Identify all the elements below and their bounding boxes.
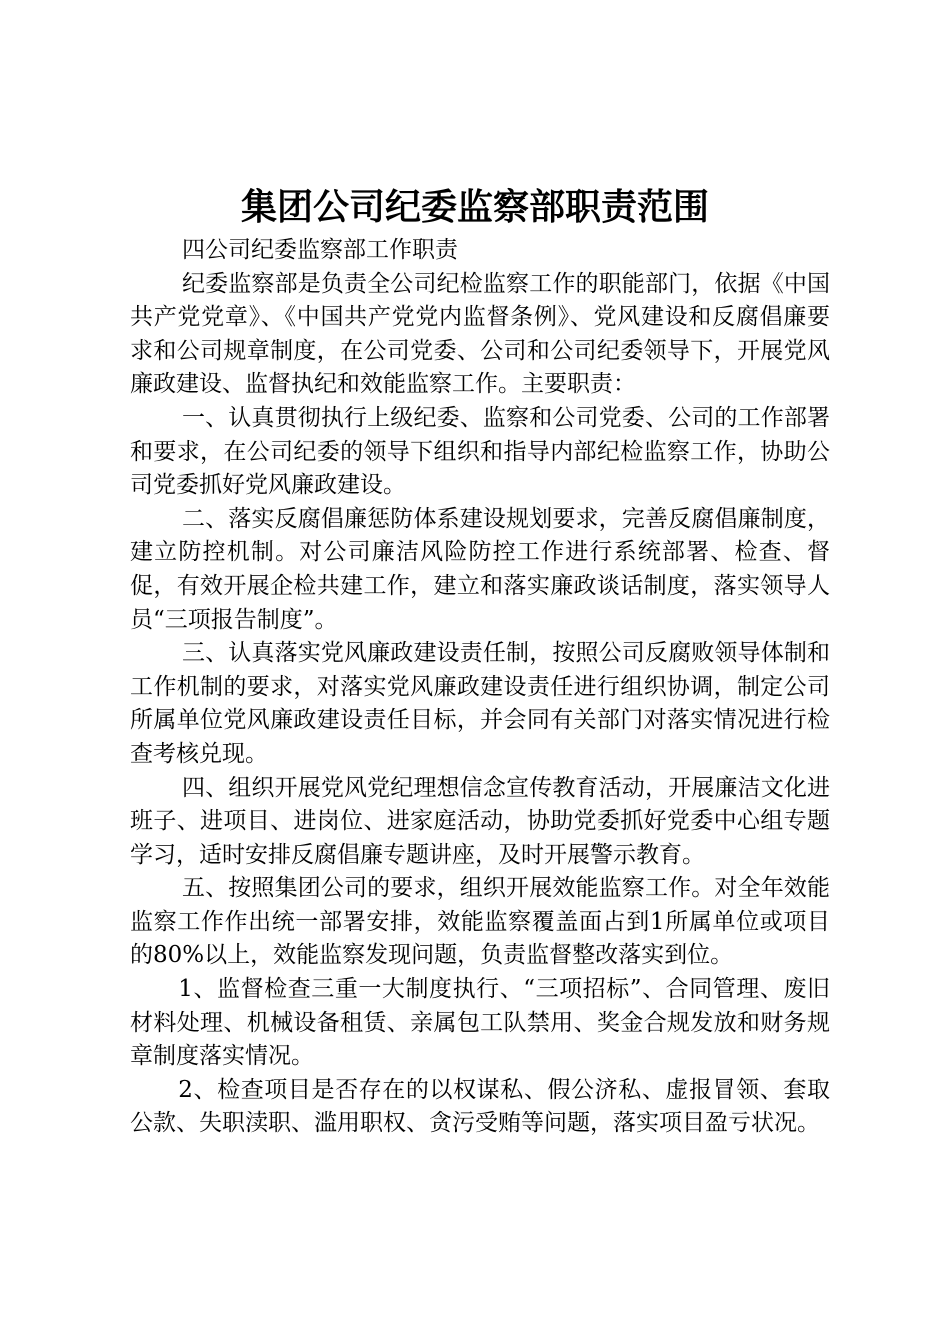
duty-paragraph-3: 三、认真落实党风廉政建设责任制，按照公司反腐败领导体制和工作机制的要求，对落实党风廉政建设责任进行组织协调，制定公司所属单位党风廉政建设责任目标，并会同有关部门对落实情况进行检查考核兑现。	[130, 640, 830, 767]
document-title: 集团公司纪委监察部职责范围	[240, 187, 709, 228]
intro-paragraph: 纪委监察部是负责全公司纪检监察工作的职能部门，依据《中国共产党党章》、《中国共产党党内监督条例》、党风建设和反腐倡廉要求和公司规章制度，在公司党委、公司和公司纪委领导下，开展党风廉政建设、监督执纪和效能监察工作。主要职责：	[130, 270, 830, 398]
duty-paragraph-4: 四、组织开展党风党纪理想信念宣传教育活动，开展廉洁文化进班子、进项目、进岗位、进家庭活动，协助党委抓好党委中心组专题学习，适时安排反腐倡廉专题讲座，及时开展警示教育。	[130, 774, 830, 868]
document-body	[130, 234, 830, 1141]
duty-paragraph-1: 一、认真贯彻执行上级纪委、监察和公司党委、公司的工作部署和要求，在公司纪委的领导下组织和指导内部纪检监察工作，协助公司党委抓好党风廉政建设。	[130, 404, 830, 499]
sub-item-1: 1、监督检查三重一大制度执行、“三项招标”、合同管理、废旧材料处理、机械设备租赁、亲属包工队禁用、奖金合规发放和财务规章制度落实情况。	[130, 976, 830, 1070]
section-heading: 四公司纪委监察部工作职责	[181, 237, 458, 263]
duty-paragraph-5: 五、按照集团公司的要求，组织开展效能监察工作。对全年效能监察工作作出统一部署安排，效能监察覆盖面占到1所属单位或项目的80%以上，效能监察发现问题，负责监督整改落实到位。	[130, 875, 830, 969]
duty-paragraph-2: 二、落实反腐倡廉惩防体系建设规划要求，完善反腐倡廉制度，建立防控机制。对公司廉洁风险防控工作进行系统部署、检查、督促，有效开展企检共建工作，建立和落实廉政谈话制度，落实领导人员“三项报告制度”。	[130, 505, 830, 633]
sub-item-2: 2、检查项目是否存在的以权谋私、假公济私、虚报冒领、套取公款、失职渎职、滥用职权、贪污受贿等问题，落实项目盈亏状况。	[130, 1076, 830, 1137]
